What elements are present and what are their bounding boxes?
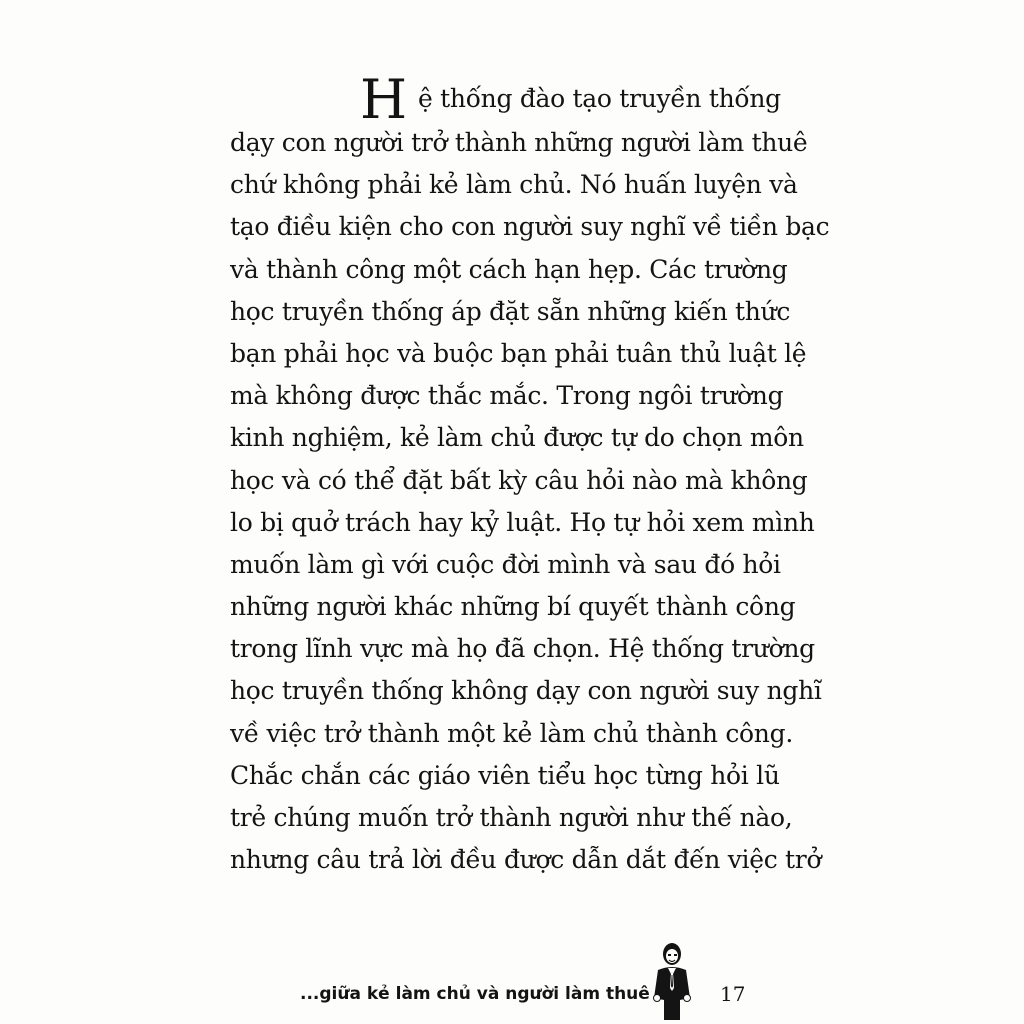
first-line-text: ệ thống đào tạo truyền thống [418, 84, 781, 113]
text-line: trong lĩnh vực mà họ đã chọn. Hệ thống trường [230, 634, 815, 664]
text-line: học truyền thống áp đặt sẵn những kiến thức [230, 296, 791, 326]
text-line: mà không được thắc mắc. Trong ngôi trường [230, 381, 784, 411]
body-text [230, 68, 830, 881]
paragraph-lines [230, 122, 830, 881]
text-line: lo bị quở trách hay kỷ luật. Họ tự hỏi xem mình [230, 507, 815, 537]
drop-cap: H [360, 68, 407, 131]
text-line: nhưng câu trả lời đều được dẫn dắt đến việc trở [230, 845, 822, 875]
text-line: kinh nghiệm, kẻ làm chủ được tự do chọn môn [230, 423, 804, 453]
page-number: 17 [720, 982, 746, 1006]
text-line: dạy con người trở thành những người làm thuê [230, 128, 808, 157]
running-title: ...giữa kẻ làm chủ và người làm thuê [300, 984, 650, 1004]
text-line: bạn phải học và buộc bạn phải tuân thủ luật lệ [230, 338, 807, 368]
text-line: học truyền thống không dạy con người suy nghĩ [230, 676, 822, 706]
text-line: Chắc chắn các giáo viên tiểu học từng hỏi lũ [230, 760, 780, 790]
text-line: trẻ chúng muốn trở thành người như thế nào, [230, 803, 793, 832]
text-line: những người khác những bí quyết thành công [230, 592, 796, 622]
text-line: và thành công một cách hạn hẹp. Các trường [230, 254, 788, 284]
text-line: học và có thể đặt bất kỳ câu hỏi nào mà không [230, 465, 808, 495]
first-line [230, 68, 781, 131]
text-line: tạo điều kiện cho con người suy nghĩ về tiền bạc [230, 212, 830, 242]
text-line: chứ không phải kẻ làm chủ. Nó huấn luyện và [230, 170, 798, 200]
businessman-figure-icon [650, 940, 694, 1020]
text-line: muốn làm gì với cuộc đời mình và sau đó hỏi [230, 549, 781, 579]
text-line: về việc trở thành một kẻ làm chủ thành công. [230, 718, 793, 748]
page-footer [0, 970, 1024, 1020]
